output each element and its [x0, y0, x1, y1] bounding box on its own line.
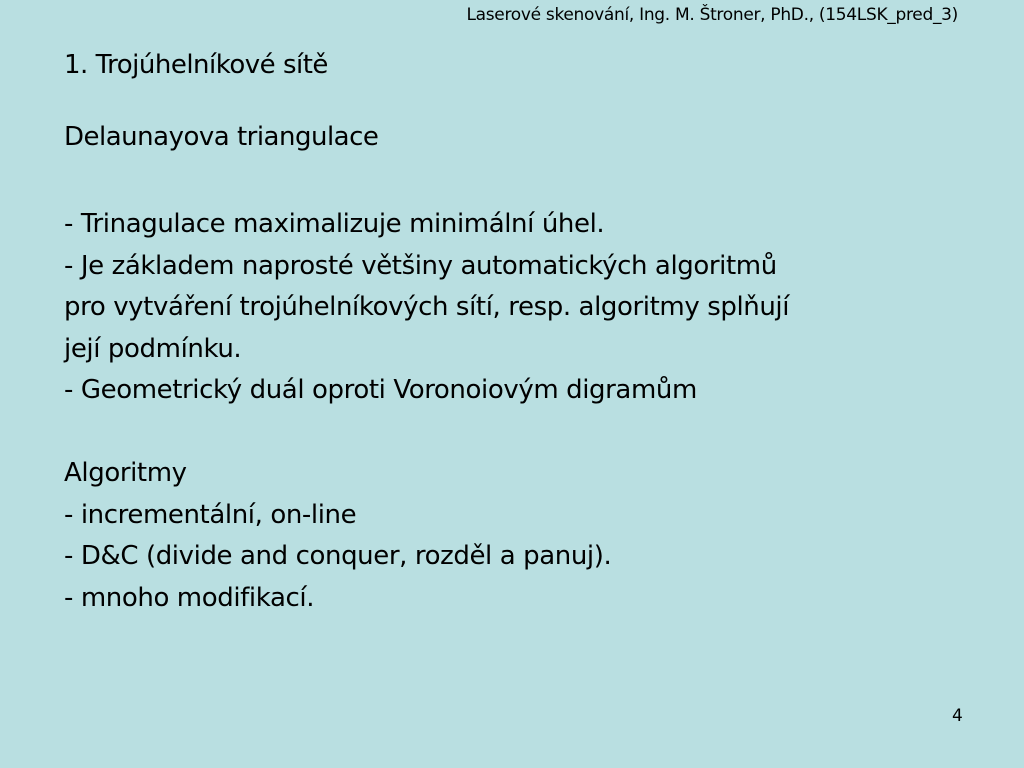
slide-subtitle: Delaunayova triangulace: [64, 122, 379, 152]
blank-line: [64, 412, 964, 454]
body-line: - Trinagulace maximalizuje minimální úhel.: [64, 209, 605, 239]
body-line: pro vytváření trojúhelníkových sítí, resp. algoritmy splňují: [64, 292, 790, 322]
algorithms-heading: Algoritmy: [64, 458, 187, 488]
body-line: - Geometrický duál oproti Voronoiovým digramům: [64, 375, 697, 405]
body-line: její podmínku.: [64, 333, 242, 364]
page-number: 4: [952, 706, 963, 726]
section-title: 1. Trojúhelníkové sítě: [64, 50, 328, 80]
header-note: Laserové skenování, Ing. M. Štroner, PhD., (154LSK_pred_3): [466, 5, 958, 25]
body-line: - D&C (divide and conquer, rozděl a panuj).: [64, 541, 612, 571]
body-line: - incrementální, on-line: [64, 499, 357, 530]
body-line: - Je základem naprosté většiny automatických algoritmů: [64, 250, 777, 281]
body-text: [64, 204, 964, 619]
body-line: - mnoho modifikací.: [64, 582, 315, 613]
